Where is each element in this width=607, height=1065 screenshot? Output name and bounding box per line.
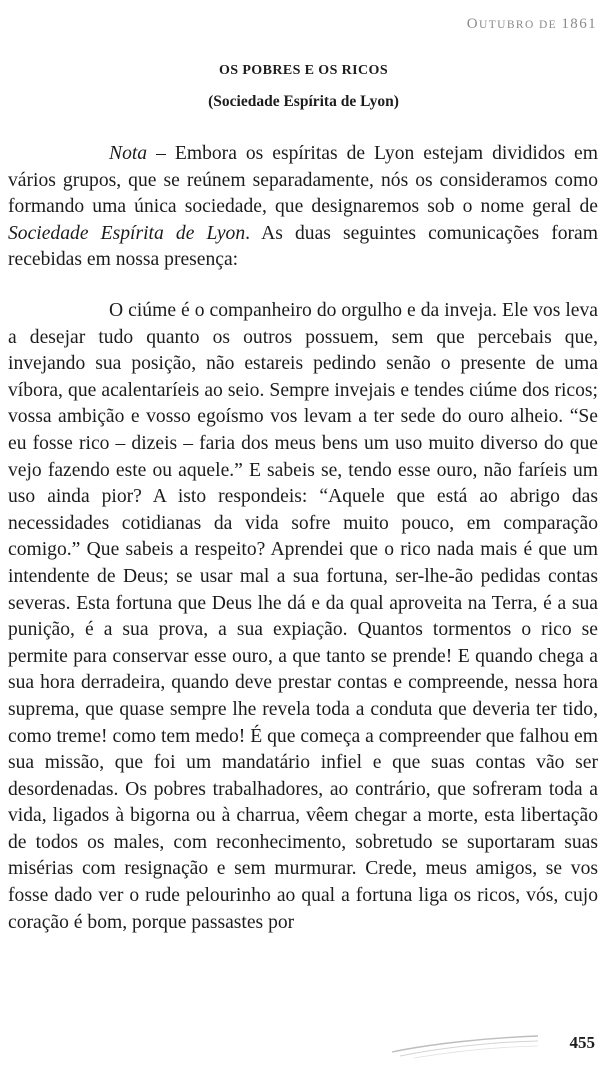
body-paragraph: O ciúme é o companheiro do orgulho e da inveja. Ele vos leva a desejar tudo quanto os outros possuem, sem que percebais que, invejando sua posição, não estareis pedindo senão o presente de uma víbora, que acalentaríeis ao seio. Sempre invejais e tendes ciúme dos ricos; vossa ambição e vosso egoísmo vos levam a ter sede do ouro alheio. “Se eu fosse rico – dizeis – faria dos meus bens um uso muito diverso do que vejo fazendo este ou aquele.” E sabeis se, tendo esse ouro, não faríeis um uso ainda pior? A isto respondeis: “Aquele que está ao abrigo das necessidades cotidianas da vida sofre muito pouco, em comparação comigo.” Que sabeis a respeito? Aprendei que o rico nada mais é que um intendente de Deus; se usar mal a sua fortuna, ser-lhe-ão pedidas contas severas. Esta fortuna que Deus lhe dá e da qual aproveita na Terra, é a sua punição, é a sua prova, a sua expiação. Quantos tormentos o rico se permite para conservar esse ouro, a que tanto se prende! E quando chega a sua hora derradeira, quando deve prestar contas e compreende, nessa hora suprema, que quase sempre lhe revela toda a conduta que deveria ter tido, como treme! como tem medo! É que começa a compreender que falhou em sua missão, que foi um mandatário infiel e que suas contas vão ser desordenadas. Os pobres trabalhadores, ao contrário, que sofreram toda a vida, ligados à bigorna ou à charrua, vêem chegar a morte, esta libertação de todos os males, com reconhecimento, sobretudo se suportaram suas misérias com resignação e sem murmurar. Crede, meus amigos, se vos fosse dado ver o rude pelourinho ao qual a fortuna liga os ricos, vós, cujo coração é bom, porque passastes por <box>8 300 598 933</box>
page-number: 455 <box>569 1033 595 1052</box>
running-header <box>467 16 597 33</box>
article-subtitle: (Sociedade Espírita de Lyon) <box>208 93 399 110</box>
nota-society-name: Sociedade Espírita de Lyon <box>8 222 246 244</box>
article-title: OS POBRES E OS RICOS <box>218 63 389 78</box>
running-header-month: UTUBRO DE <box>479 19 562 31</box>
nota-text-after: . As duas seguintes comunicações foram recebidas em nossa presença: <box>8 222 598 271</box>
nota-label: Nota <box>109 143 148 164</box>
running-header-year: 1861 <box>561 16 597 32</box>
nota-paragraph <box>8 141 598 274</box>
running-header-initial: O <box>466 16 480 32</box>
nota-text-before: – Embora os espíritas de Lyon estejam divididos em vários grupos, que se reúnem separadamente, nós os consideramos como formando uma única sociedade, que designaremos sob o nome geral de <box>8 143 598 218</box>
footer-swoosh-ornament <box>390 1030 540 1060</box>
